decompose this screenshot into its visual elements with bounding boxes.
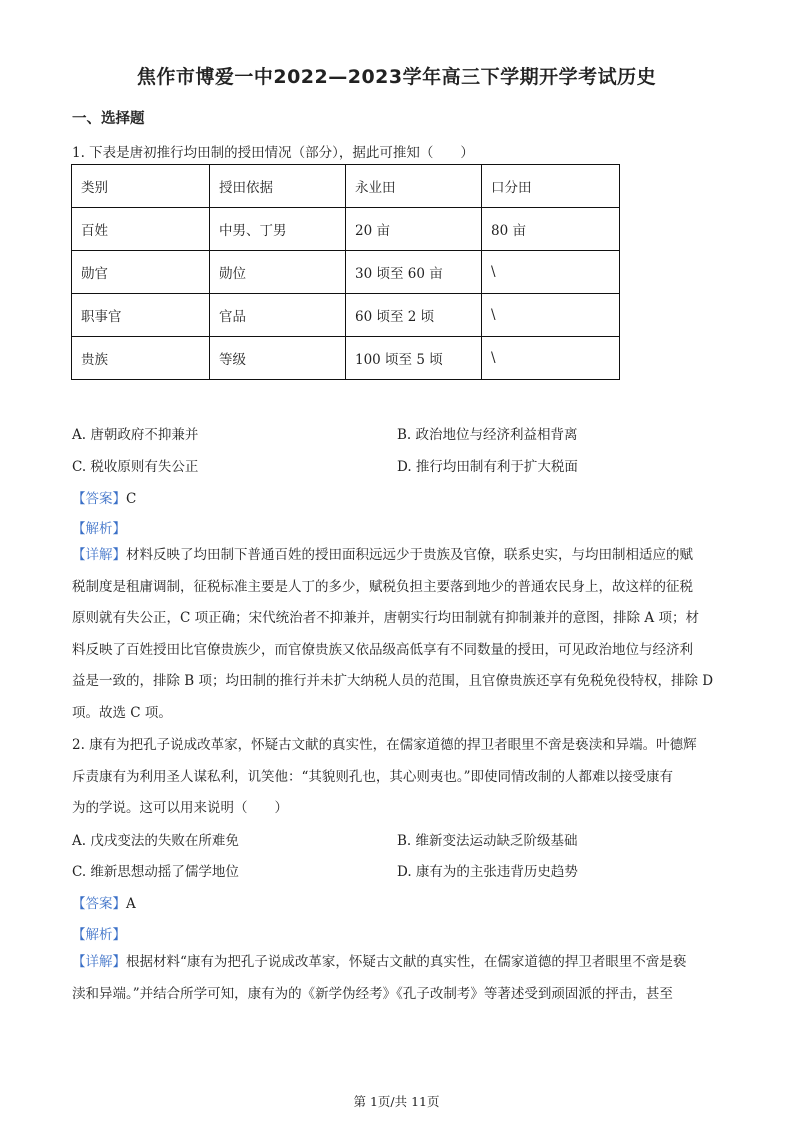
q2-option-b[interactable]: B. 维新变法运动缺乏阶级基础 — [397, 833, 578, 849]
detail-line: 料反映了百姓授田比官僚贵族少，而官僚贵族又依品级高低享有不同数量的授田，可见政治地位与经济利 — [72, 641, 693, 658]
q2-analysis-label: 【解析】 — [72, 927, 126, 943]
q2-answer — [72, 892, 136, 912]
table-row — [72, 251, 620, 294]
table-cell: 60 顷至 2 顷 — [346, 294, 482, 337]
q1-detail — [72, 540, 722, 729]
table-cell: 口分田 — [482, 165, 620, 208]
table-cell: 20 亩 — [346, 208, 482, 251]
section-heading: 一、选择题 — [72, 111, 145, 127]
q1-option-c[interactable]: C. 税收原则有失公正 — [72, 459, 199, 475]
table-cell: 官品 — [210, 294, 346, 337]
q1-analysis-label: 【解析】 — [72, 521, 126, 537]
table-row — [72, 294, 620, 337]
table-cell: \ — [482, 337, 620, 380]
q1-option-b[interactable]: B. 政治地位与经济利益相背离 — [397, 427, 578, 443]
table-row — [72, 337, 620, 380]
q1-option-d[interactable]: D. 推行均田制有利于扩大税面 — [397, 459, 578, 475]
page-title: 焦作市博爱一中2022—2023学年高三下学期开学考试历史 — [136, 66, 657, 88]
q1-stem: 1. 下表是唐初推行均田制的授田情况（部分），据此可推知（ ） — [72, 145, 474, 161]
q2-option-a[interactable]: A. 戊戌变法的失败在所难免 — [72, 833, 239, 849]
detail-line: 材料反映了均田制下普通百姓的授田面积远远少于贵族及官僚，联系史实，与均田制相适应的赋 — [126, 547, 693, 563]
table-cell: \ — [482, 294, 620, 337]
table-cell: 勋官 — [72, 251, 210, 294]
table-cell: 授田依据 — [210, 165, 346, 208]
table-cell: 职事官 — [72, 294, 210, 337]
table-header-row — [72, 165, 620, 208]
stem-line: 为的学说。这可以用来说明（ ） — [72, 800, 288, 816]
table-cell: 百姓 — [72, 208, 210, 251]
detail-line: 原则就有失公正，C 项正确；宋代统治者不抑兼并，唐朝实行均田制就有抑制兼并的意图，排除 A 项；材 — [72, 610, 699, 626]
detail-line: 项。故选 C 项。 — [72, 704, 172, 721]
q2-stem — [72, 730, 722, 825]
q2-detail — [72, 947, 722, 1010]
detail-line: 根据材料“康有为把孔子说成改革家，怀疑古文献的真实性，在儒家道德的捍卫者眼里不啻是亵 — [126, 954, 687, 970]
table-cell: \ — [482, 251, 620, 294]
table-cell: 类别 — [72, 165, 210, 208]
q1-option-a[interactable]: A. 唐朝政府不抑兼并 — [72, 427, 199, 443]
stem-line: 斥责康有为利用圣人谋私利，讥笑他：“其貌则孔也，其心则夷也。”即使同情改制的人都难以接受康有 — [72, 768, 674, 785]
table-cell: 中男、丁男 — [210, 208, 346, 251]
grant-table — [71, 164, 620, 380]
page-footer: 第 1页/共 11页 — [353, 1094, 440, 1109]
answer-label: 【答案】 — [72, 491, 126, 507]
answer-value: A — [126, 896, 136, 912]
q1-answer — [72, 487, 136, 507]
detail-label: 【详解】 — [72, 954, 126, 970]
table-cell: 贵族 — [72, 337, 210, 380]
q2-option-d[interactable]: D. 康有为的主张违背历史趋势 — [397, 864, 578, 880]
detail-line: 渎和异端。”并结合所学可知，康有为的《新学伪经考》《孔子改制考》等著述受到顽固派的抨击，甚至 — [72, 985, 673, 1002]
table-row — [72, 208, 620, 251]
table-cell: 勋位 — [210, 251, 346, 294]
table-cell: 等级 — [210, 337, 346, 380]
table-cell: 80 亩 — [482, 208, 620, 251]
detail-line: 税制度是租庸调制，征税标准主要是人丁的多少，赋税负担主要落到地少的普通农民身上，故这样的征税 — [72, 578, 693, 595]
stem-line: 2. 康有为把孔子说成改革家，怀疑古文献的真实性，在儒家道德的捍卫者眼里不啻是亵渎和异端。叶德辉 — [72, 737, 697, 753]
answer-label: 【答案】 — [72, 896, 126, 912]
answer-value: C — [126, 491, 137, 507]
table-cell: 永业田 — [346, 165, 482, 208]
table-cell: 30 顷至 60 亩 — [346, 251, 482, 294]
q2-option-c[interactable]: C. 维新思想动摇了儒学地位 — [72, 864, 239, 880]
detail-line: 益是一致的，排除 B 项；均田制的推行并未扩大纳税人员的范围，且官僚贵族还享有免税免役特权，排除 D — [72, 673, 714, 689]
table-cell: 100 顷至 5 顷 — [346, 337, 482, 380]
detail-label: 【详解】 — [72, 547, 126, 563]
